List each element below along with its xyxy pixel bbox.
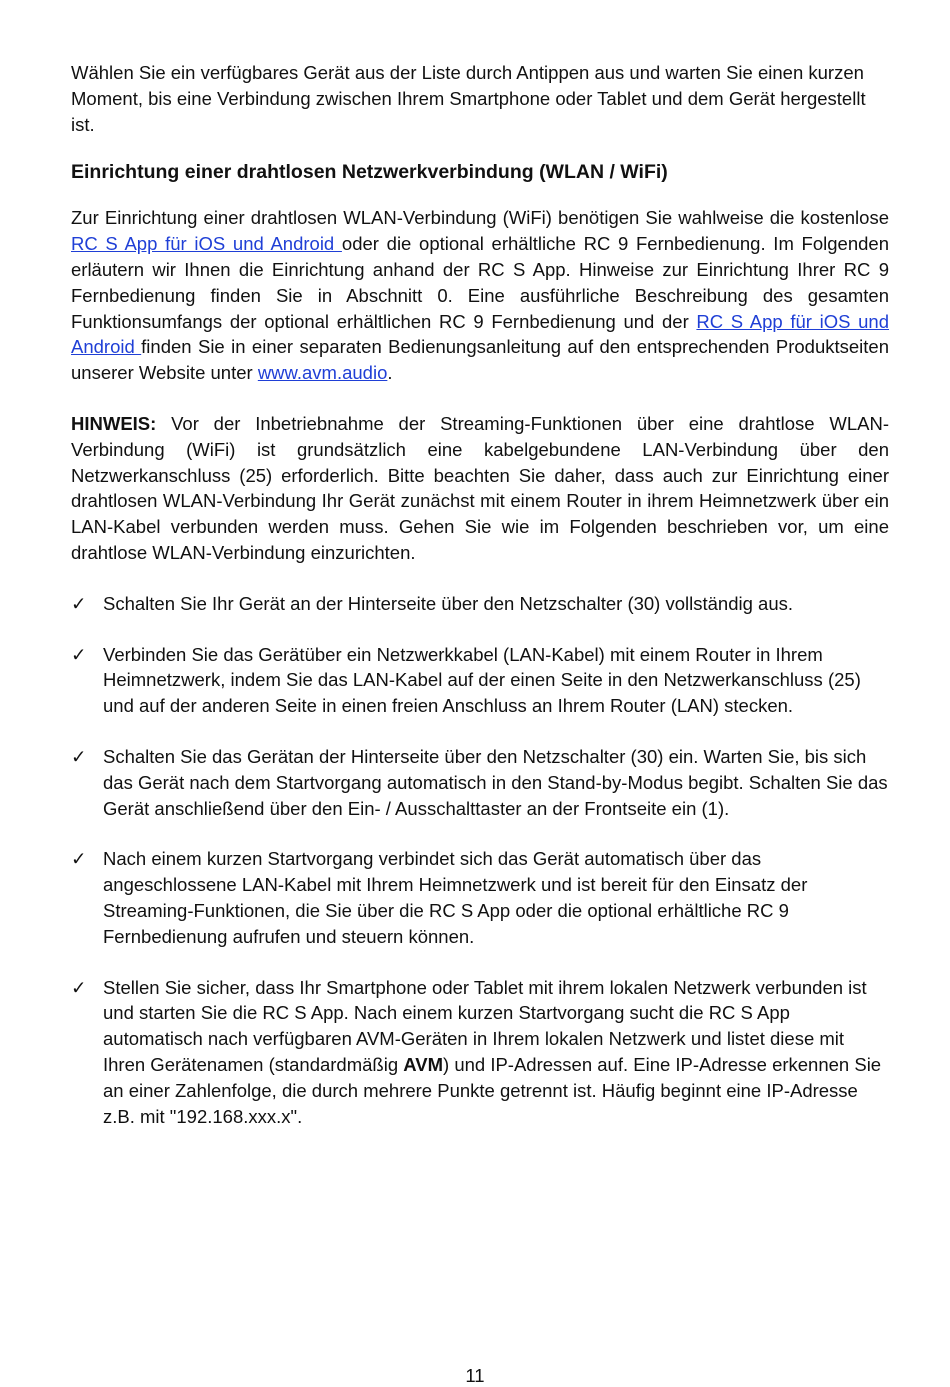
website-link[interactable]: www.avm.audio [257, 362, 388, 384]
checkmark-icon: ✓ [71, 848, 87, 870]
list-item [71, 975, 889, 1130]
wlan-intro-paragraph [71, 205, 889, 386]
list-item [71, 642, 889, 719]
note-label: HINWEIS: [71, 412, 157, 434]
default-device-name: AVM [403, 1053, 444, 1075]
para1-text-1: Zur Einrichtung einer drahtlosen WLAN-Verbindung (WiFi) benötigen Sie wahlweise die kostenlose [71, 207, 889, 229]
step5-text-2: ) und IP-Adressen auf. Eine IP-Adresse erkennen Sie an einer Zahlenfolge, die durch mehrere Punkte getrennt ist. Häufig beginnt eine IP-Adresse z.B. mit "192.168.xxx.x". [103, 1053, 882, 1127]
para1-text-3: finden Sie in einer separaten Bedienungsanleitung auf den entsprechenden Produktseiten unserer Website unter [71, 336, 889, 384]
app-link-1[interactable]: RC S App für iOS und Android [71, 233, 342, 255]
section-heading: Einrichtung einer drahtlosen Netzwerkverbindung (WLAN / WiFi) [71, 161, 668, 184]
note-text: Vor der Inbetriebnahme der Streaming-Funktionen über eine drahtlose WLAN-Verbindung (WiFi) ist grundsätzlich eine kabelgebundene LAN-Verbindung über den Netzwerkanschluss (25) erforderlich. Bitte beachten Sie daher, dass auch zur Einrichtung einer drahtlosen WLAN-Verbindung Ihr Gerät zunächst mit einem Router in ihrem Heimnetzwerk über ein LAN-Kabel verbunden werden muss. Gehen Sie wie im Folgenden beschrieben vor, um eine drahtlose WLAN-Verbindung einzurichten. [71, 412, 889, 563]
para1-text-4: . [387, 362, 393, 384]
note-paragraph [71, 411, 889, 566]
checkmark-icon: ✓ [71, 592, 87, 614]
app-link-2[interactable]: RC S App für iOS und Android [71, 310, 889, 358]
checkmark-icon: ✓ [71, 745, 87, 767]
step-text: Verbinden Sie das Gerätüber ein Netzwerkkabel (LAN-Kabel) mit einem Router in Ihrem Heimnetzwerk, indem Sie das LAN-Kabel auf der einen Seite in den Netzwerkanschluss (25) und auf der anderen Seite in einen freien Anschluss an Ihrem Router (LAN) stecken. [103, 643, 861, 717]
list-item [71, 744, 889, 821]
page-number: 11 [465, 1365, 485, 1386]
steps-list [71, 591, 889, 1130]
list-item [71, 591, 889, 617]
checkmark-icon: ✓ [71, 643, 87, 665]
para1-text-2: oder die optional erhältliche RC 9 Fernbedienung. Im Folgenden erläutern wir Ihnen die Einrichtung anhand der RC S App. Hinweise zur Einrichtung Ihrer RC 9 Fernbedienung finden Sie in Abschnitt 0. Eine ausführliche Beschreibung des gesamten Funktionsumfangs der optional erhältlichen RC 9 Fernbedienung und der [71, 233, 889, 332]
intro-paragraph: Wählen Sie ein verfügbares Gerät aus der Liste durch Antippen aus und warten Sie einen kurzen Moment, bis eine Verbindung zwischen Ihrem Smartphone oder Tablet und dem Gerät hergestellt ist. [71, 62, 866, 135]
step-text: Nach einem kurzen Startvorgang verbindet sich das Gerät automatisch über das angeschlossene LAN-Kabel mit Ihrem Heimnetzwerk und ist bereit für den Einsatz der Streaming-Funktionen, die Sie über die RC S App oder die optional erhältliche RC 9 Fernbedienung aufrufen und steuern können. [103, 848, 808, 947]
step-text: Schalten Sie Ihr Gerät an der Hinterseite über den Netzschalter (30) vollständig aus. [103, 592, 794, 614]
step5-text-1: Stellen Sie sicher, dass Ihr Smartphone oder Tablet mit ihrem lokalen Netzwerk verbunden ist und starten Sie die RC S App. Nach einem kurzen Startvorgang sucht die RC S App automatisch nach verfügbaren AVM-Geräten in Ihrem lokalen Netzwerk und listet diese mit Ihren Gerätenamen (standardmäßig [103, 976, 867, 1075]
checkmark-icon: ✓ [71, 976, 87, 998]
document-page [71, 60, 889, 1154]
list-item [71, 846, 889, 949]
step-text: Schalten Sie das Gerätan der Hinterseite über den Netzschalter (30) ein. Warten Sie, bis sich das Gerät nach dem Startvorgang automatisch in den Stand-by-Modus begibt. Schalten Sie das Gerät anschließend über den Ein- / Ausschalttaster an der Frontseite ein (1). [103, 745, 888, 819]
